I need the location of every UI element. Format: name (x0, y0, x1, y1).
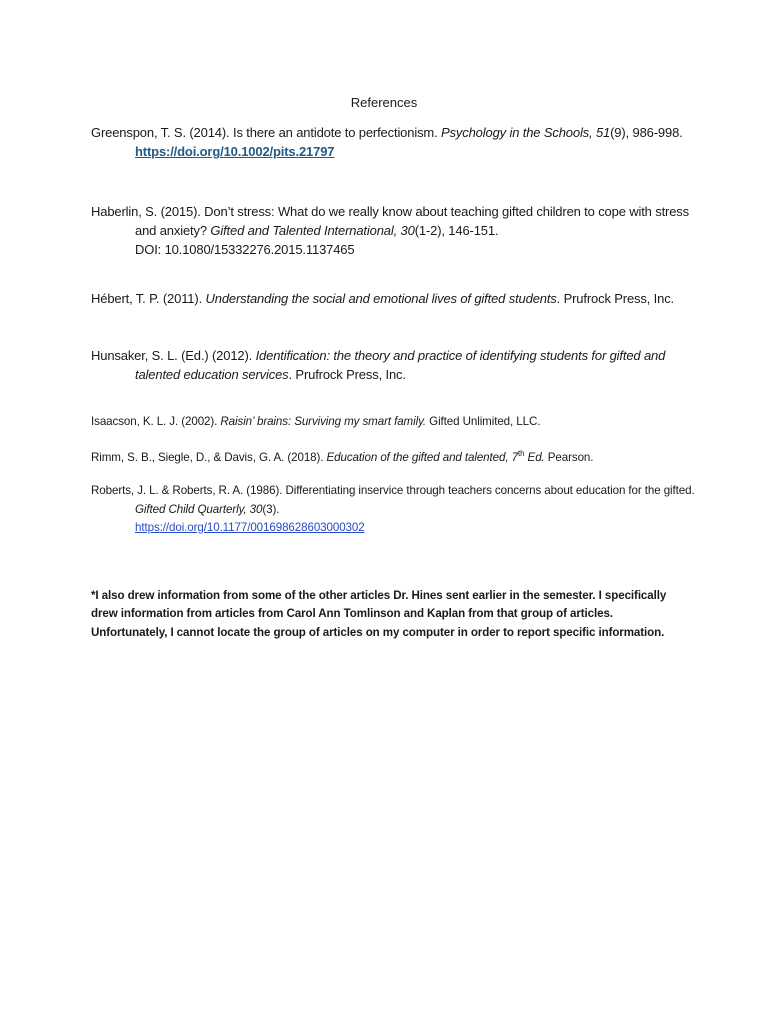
reference-roberts (91, 482, 705, 538)
reference-haberlin (91, 202, 705, 259)
ref-author: Roberts, J. L. & Roberts, R. A. (1986). Differentiating inservice through teachers concerns about education for the gifted. (91, 484, 695, 497)
reference-hebert (91, 289, 705, 308)
ref-author: Greenspon, T. S. (2014). Is there an antidote to perfectionism. (91, 125, 442, 140)
reference-isaacson (91, 413, 705, 432)
reference-greenspon (91, 123, 705, 161)
doi-link[interactable]: https://doi.org/10.1177/001698628603000302 (135, 521, 365, 534)
doi-link[interactable]: https://doi.org/10.1002/pits.21797 (135, 144, 335, 159)
ref-publisher: Pearson. (544, 451, 594, 464)
footnote: *I also drew information from some of the other articles Dr. Hines sent earlier in the semester. I specifically drew information from articles from Carol Ann Tomlinson and Kaplan from that group of articles. Unfortunately, I cannot locate the group of articles on my computer in order to report specific information. (91, 589, 667, 639)
ref-issue: (1-2), 146-151. (414, 223, 499, 238)
ref-source-end: Ed. (524, 451, 545, 464)
ref-author: Rimm, S. B., Siegle, D., & Davis, G. A. (2018). (91, 451, 327, 464)
ref-author: Isaacson, K. L. J. (2002). (91, 415, 221, 428)
ref-source: Gifted and Talented International, 30 (210, 223, 415, 238)
ref-author: Hunsaker, S. L. (Ed.) (2012). (91, 348, 256, 363)
ref-doi: DOI: 10.1080/15332276.2015.1137465 (135, 242, 355, 257)
ref-author: Haberlin, S. (2015). Don’t stress: What do we really know about teaching gifted children to cope with stress and anxiety? (91, 204, 689, 238)
ref-issue: (9), 986-998. (610, 125, 683, 140)
ref-source: Education of the gifted and talented, 7 (326, 451, 518, 464)
ref-source: Identification: the theory and practice of identifying students for gifted and talented education services (135, 348, 666, 382)
ref-source: Psychology in the Schools, 51 (441, 125, 611, 140)
page-title: References (350, 95, 418, 110)
ref-publisher: . Prufrock Press, Inc. (288, 367, 406, 382)
ref-superscript: th (517, 449, 525, 459)
ref-source: Raisin’ brains: Surviving my smart family. (220, 415, 427, 428)
ref-source: Understanding the social and emotional lives of gifted students (205, 291, 557, 306)
ref-publisher: Gifted Unlimited, LLC. (426, 415, 541, 428)
ref-author: Hébert, T. P. (2011). (91, 291, 206, 306)
reference-hunsaker (91, 346, 705, 384)
ref-source: Gifted Child Quarterly, 30 (135, 502, 263, 516)
reference-rimm (91, 449, 705, 468)
ref-issue: (3). (262, 502, 280, 516)
ref-publisher: . Prufrock Press, Inc. (556, 291, 675, 306)
